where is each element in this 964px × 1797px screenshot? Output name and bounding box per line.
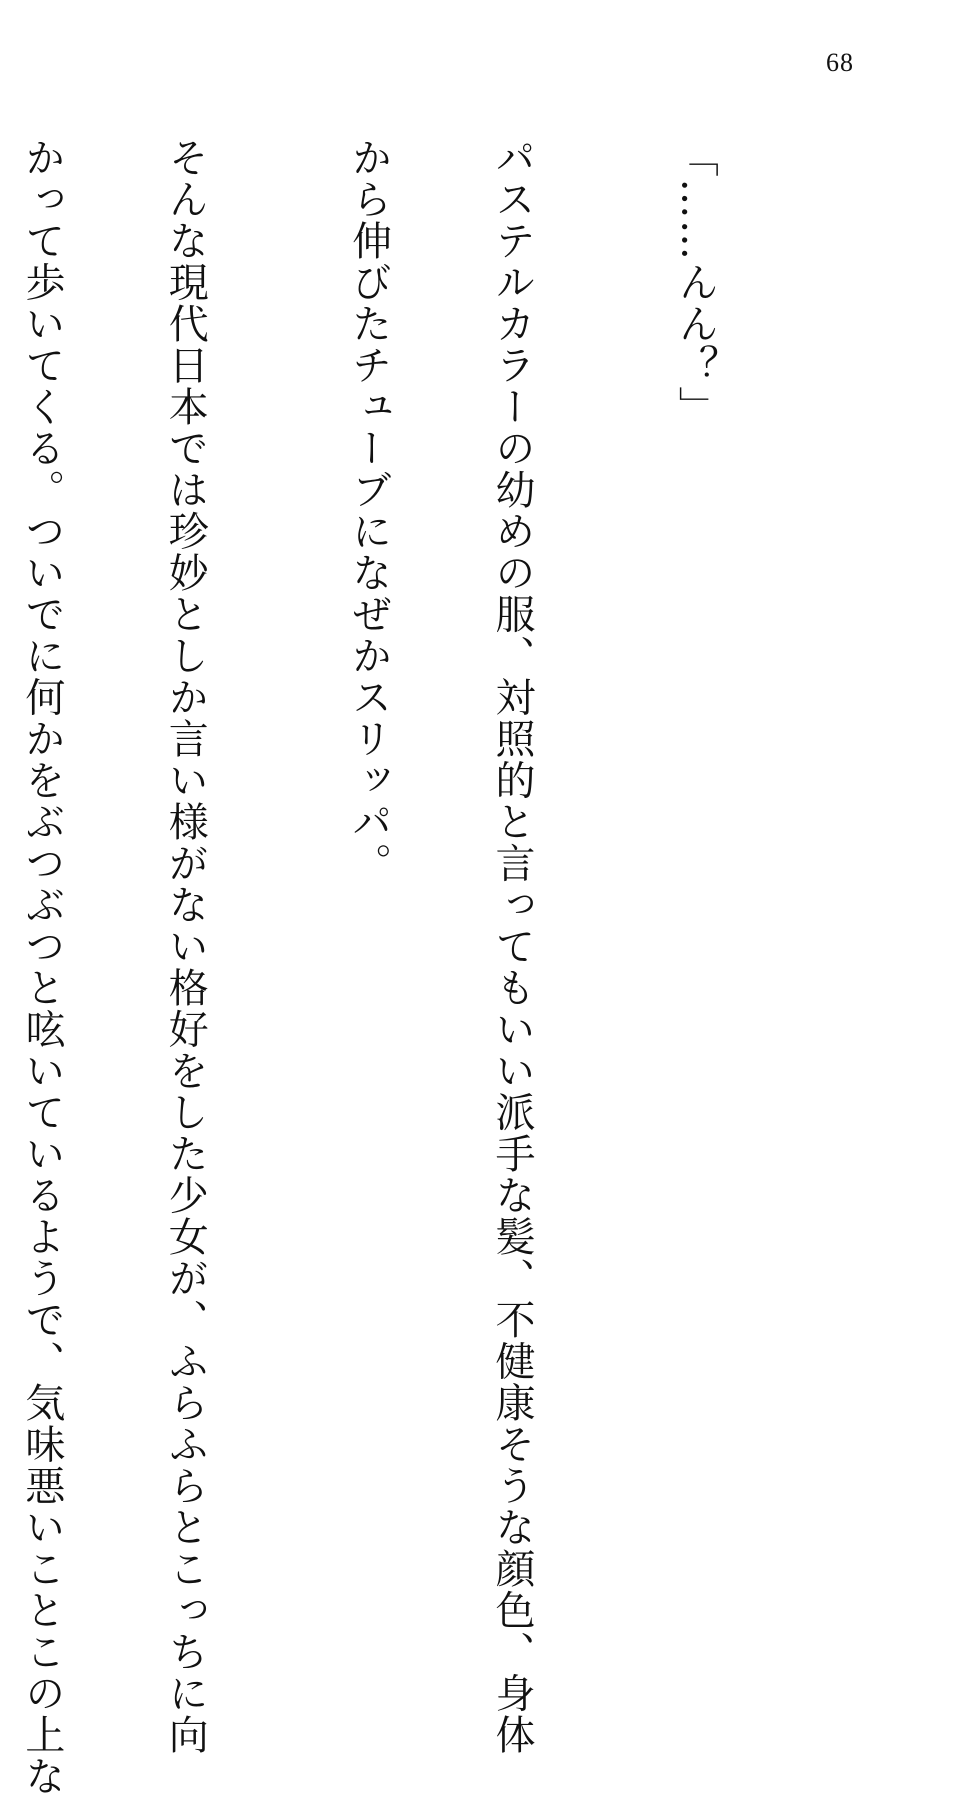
text-line: そんな現代日本では珍妙としか言い様がない格好をした少女が、ふらふらとこっちに向 (162, 137, 209, 1756)
text-line: かって歩いてくる。ついでに何かをぶつぶつと呟いているようで、気味悪いことこの上な (18, 137, 65, 1797)
page-number: 68 (826, 48, 854, 77)
text-line: パステルカラーの幼めの服、対照的と言ってもいい派手な髪、不健康そうな顔色、身体 (489, 137, 536, 1756)
body-text (0, 137, 814, 1797)
text-line: から伸びたチューブになぜかスリッパ。 (345, 137, 392, 884)
text-line: 「……んん？」 (672, 137, 719, 428)
